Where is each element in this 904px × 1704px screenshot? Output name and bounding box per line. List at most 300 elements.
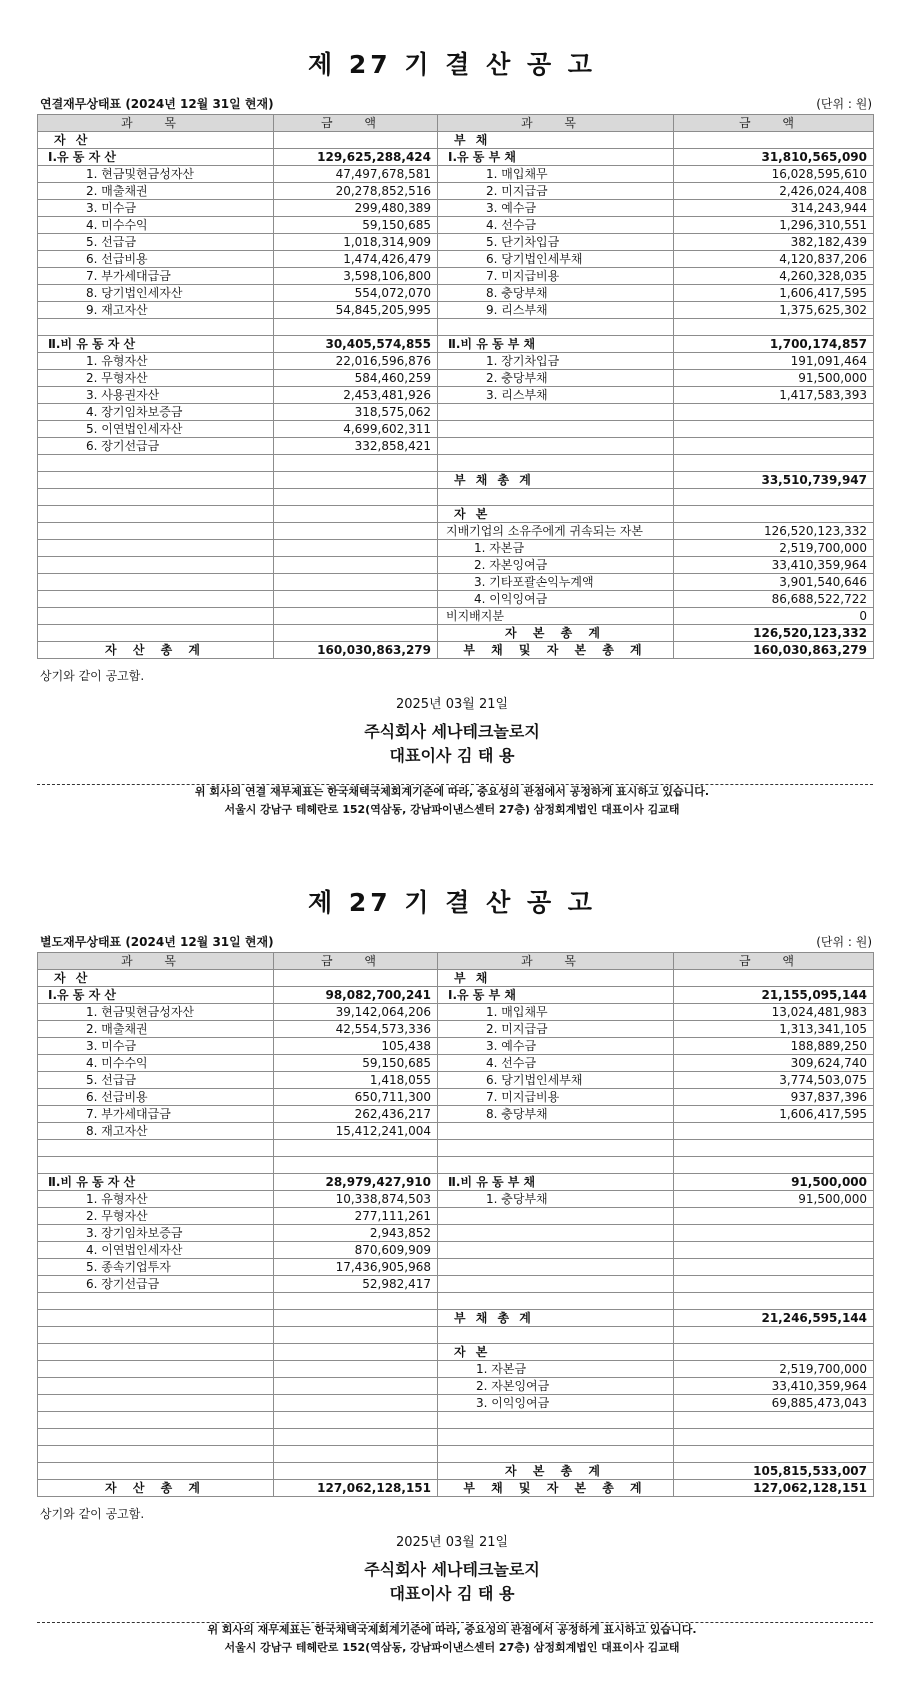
liability-equity-amount: 1,606,417,595 xyxy=(674,1106,874,1123)
liability-equity-item xyxy=(438,421,674,438)
asset-amount: 39,142,064,206 xyxy=(274,1004,438,1021)
asset-item: 9. 재고자산 xyxy=(38,302,274,319)
liability-equity-amount: 1,606,417,595 xyxy=(674,285,874,302)
liability-equity-item: Ⅰ.유 동 부 채 xyxy=(438,149,674,166)
table-row xyxy=(38,1395,874,1412)
liability-equity-amount: 188,889,250 xyxy=(674,1038,874,1055)
asset-amount xyxy=(274,132,438,149)
table-row xyxy=(38,642,874,659)
liability-equity-amount xyxy=(674,1242,874,1259)
asset-amount: 2,943,852 xyxy=(274,1225,438,1242)
liability-equity-amount xyxy=(674,1208,874,1225)
liability-equity-amount: 3,774,503,075 xyxy=(674,1072,874,1089)
asset-amount: 17,436,905,968 xyxy=(274,1259,438,1276)
liability-equity-amount xyxy=(674,1259,874,1276)
asset-amount xyxy=(274,1412,438,1429)
table-row xyxy=(38,1429,874,1446)
asset-amount xyxy=(274,1344,438,1361)
table-row xyxy=(38,183,874,200)
asset-amount: 262,436,217 xyxy=(274,1106,438,1123)
liability-equity-amount: 13,024,481,983 xyxy=(674,1004,874,1021)
asset-item: 5. 이연법인세자산 xyxy=(38,421,274,438)
asset-amount: 52,982,417 xyxy=(274,1276,438,1293)
liability-equity-amount: 16,028,595,610 xyxy=(674,166,874,183)
asset-item: 8. 당기법인세자산 xyxy=(38,285,274,302)
asset-item: 8. 재고자산 xyxy=(38,1123,274,1140)
liability-equity-amount: 91,500,000 xyxy=(674,370,874,387)
liability-equity-item: 부 채 총 계 xyxy=(438,472,674,489)
asset-amount: 129,625,288,424 xyxy=(274,149,438,166)
asset-item: 4. 미수수익 xyxy=(38,217,274,234)
asset-amount: 650,711,300 xyxy=(274,1089,438,1106)
asset-amount: 299,480,389 xyxy=(274,200,438,217)
table-row xyxy=(38,1225,874,1242)
table-row xyxy=(38,217,874,234)
liability-equity-item xyxy=(438,1429,674,1446)
liability-equity-amount xyxy=(674,1446,874,1463)
liability-equity-amount: 2,426,024,408 xyxy=(674,183,874,200)
table-row xyxy=(38,1174,874,1191)
table-row xyxy=(38,1327,874,1344)
table-row xyxy=(38,319,874,336)
liability-equity-item: 8. 충당부채 xyxy=(438,1106,674,1123)
liability-equity-item: 4. 이익잉여금 xyxy=(438,591,674,608)
asset-item xyxy=(38,455,274,472)
asset-amount xyxy=(274,625,438,642)
notice-title: 제 27 기 결 산 공 고 xyxy=(308,50,596,79)
closing-statement: 상기와 같이 공고함. xyxy=(40,1507,145,1521)
liability-equity-amount xyxy=(674,455,874,472)
liability-equity-amount xyxy=(674,132,874,149)
liability-equity-amount xyxy=(674,1293,874,1310)
liability-equity-amount: 1,417,583,393 xyxy=(674,387,874,404)
table-row xyxy=(38,234,874,251)
auditor-address: 서울시 강남구 테헤란로 152(역삼동, 강남파이낸스센터 27층) 삼정회계법인 대표이사 김교태 xyxy=(224,803,680,816)
asset-item: 자 산 xyxy=(38,970,274,987)
liability-equity-item xyxy=(438,1293,674,1310)
liability-equity-amount xyxy=(674,1157,874,1174)
asset-item xyxy=(38,608,274,625)
asset-amount: 10,338,874,503 xyxy=(274,1191,438,1208)
liability-equity-amount: 3,901,540,646 xyxy=(674,574,874,591)
table-row xyxy=(38,591,874,608)
liability-equity-item: 자 본 총 계 xyxy=(438,1463,674,1480)
auditor-address: 서울시 강남구 테헤란로 152(역삼동, 강남파이낸스센터 27층) 삼정회계법인 대표이사 김교태 xyxy=(224,1641,680,1654)
statement-title: 연결재무상태표 (2024년 12월 31일 현재) xyxy=(40,97,274,111)
liability-equity-item: 1. 자본금 xyxy=(438,540,674,557)
asset-item: 3. 장기임차보증금 xyxy=(38,1225,274,1242)
asset-amount: 1,018,314,909 xyxy=(274,234,438,251)
company-name: 주식회사 세나테크놀로지 xyxy=(364,722,540,741)
liability-equity-item xyxy=(438,1259,674,1276)
liability-equity-item: 1. 자본금 xyxy=(438,1361,674,1378)
liability-equity-item xyxy=(438,438,674,455)
asset-amount: 1,474,426,479 xyxy=(274,251,438,268)
asset-amount xyxy=(274,1293,438,1310)
asset-amount xyxy=(274,540,438,557)
liability-equity-amount: 160,030,863,279 xyxy=(674,642,874,659)
table-row xyxy=(38,1089,874,1106)
table-row xyxy=(38,285,874,302)
asset-amount: 554,072,070 xyxy=(274,285,438,302)
liability-equity-amount xyxy=(674,1225,874,1242)
asset-amount xyxy=(274,1310,438,1327)
table-row xyxy=(38,574,874,591)
table-row xyxy=(38,1310,874,1327)
table-row xyxy=(38,1446,874,1463)
asset-item: 5. 종속기업투자 xyxy=(38,1259,274,1276)
asset-amount xyxy=(274,1327,438,1344)
liability-equity-amount: 91,500,000 xyxy=(674,1191,874,1208)
table-row xyxy=(38,472,874,489)
asset-amount xyxy=(274,455,438,472)
asset-item xyxy=(38,1429,274,1446)
liability-equity-item: 7. 미지급비용 xyxy=(438,268,674,285)
asset-item: 2. 매출채권 xyxy=(38,183,274,200)
liability-equity-item: 비지배지분 xyxy=(438,608,674,625)
asset-amount xyxy=(274,557,438,574)
asset-item: 7. 부가세대급금 xyxy=(38,268,274,285)
table-row xyxy=(38,1140,874,1157)
liability-equity-item: 3. 기타포괄손익누계액 xyxy=(438,574,674,591)
table-row xyxy=(38,387,874,404)
asset-amount: 1,418,055 xyxy=(274,1072,438,1089)
liability-equity-item xyxy=(438,489,674,506)
asset-amount: 59,150,685 xyxy=(274,217,438,234)
header-asset-item: 과 목 xyxy=(38,115,274,132)
asset-item: 1. 현금및현금성자산 xyxy=(38,1004,274,1021)
liability-equity-amount xyxy=(674,1412,874,1429)
liability-equity-amount xyxy=(674,489,874,506)
asset-amount: 4,699,602,311 xyxy=(274,421,438,438)
liability-equity-item xyxy=(438,1446,674,1463)
table-row xyxy=(38,1106,874,1123)
header-liability-amount: 금 액 xyxy=(674,953,874,970)
asset-amount: 105,438 xyxy=(274,1038,438,1055)
table-row xyxy=(38,200,874,217)
asset-item xyxy=(38,1361,274,1378)
asset-item: 3. 사용권자산 xyxy=(38,387,274,404)
asset-amount xyxy=(274,1378,438,1395)
asset-amount: 54,845,205,995 xyxy=(274,302,438,319)
asset-item xyxy=(38,319,274,336)
asset-item xyxy=(38,591,274,608)
table-row xyxy=(38,1480,874,1497)
table-row xyxy=(38,970,874,987)
asset-amount: 3,598,106,800 xyxy=(274,268,438,285)
asset-item: 자 산 xyxy=(38,132,274,149)
liability-equity-amount: 105,815,533,007 xyxy=(674,1463,874,1480)
asset-item xyxy=(38,1463,274,1480)
asset-amount: 20,278,852,516 xyxy=(274,183,438,200)
asset-item: 1. 유형자산 xyxy=(38,353,274,370)
header-asset-amount: 금 액 xyxy=(274,953,438,970)
asset-amount xyxy=(274,319,438,336)
asset-amount xyxy=(274,489,438,506)
liability-equity-amount: 91,500,000 xyxy=(674,1174,874,1191)
asset-item: 3. 미수금 xyxy=(38,1038,274,1055)
asset-item: 4. 장기임차보증금 xyxy=(38,404,274,421)
asset-amount xyxy=(274,591,438,608)
asset-amount xyxy=(274,1395,438,1412)
asset-item: 6. 선급비용 xyxy=(38,251,274,268)
liability-equity-item xyxy=(438,1327,674,1344)
asset-item: 4. 미수수익 xyxy=(38,1055,274,1072)
asset-amount: 584,460,259 xyxy=(274,370,438,387)
asset-amount xyxy=(274,1157,438,1174)
header-liability-item: 과 목 xyxy=(438,115,674,132)
asset-amount: 127,062,128,151 xyxy=(274,1480,438,1497)
asset-amount: 47,497,678,581 xyxy=(274,166,438,183)
liability-equity-amount xyxy=(674,1140,874,1157)
liability-equity-item xyxy=(438,319,674,336)
asset-item xyxy=(38,1395,274,1412)
liability-equity-item: Ⅱ.비 유 동 부 채 xyxy=(438,1174,674,1191)
asset-amount: 15,412,241,004 xyxy=(274,1123,438,1140)
liability-equity-item xyxy=(438,1157,674,1174)
audit-opinion: 위 회사의 연결 재무제표는 한국채택국제회계기준에 따라, 중요성의 관점에서 공정하게 표시하고 있습니다. xyxy=(194,785,710,798)
asset-item xyxy=(38,1327,274,1344)
liability-equity-amount: 2,519,700,000 xyxy=(674,540,874,557)
table-header xyxy=(38,115,874,132)
table-row xyxy=(38,1123,874,1140)
liability-equity-item: 1. 매입채무 xyxy=(438,1004,674,1021)
liability-equity-item: 4. 선수금 xyxy=(438,1055,674,1072)
asset-item xyxy=(38,1344,274,1361)
asset-amount: 870,609,909 xyxy=(274,1242,438,1259)
asset-item xyxy=(38,1378,274,1395)
unit-label: (단위 : 원) xyxy=(816,935,872,949)
table-row xyxy=(38,421,874,438)
liability-equity-item: 6. 당기법인세부채 xyxy=(438,251,674,268)
liability-equity-item: Ⅰ.유 동 부 채 xyxy=(438,987,674,1004)
balance-sheet-table xyxy=(37,114,874,659)
table-row xyxy=(38,1021,874,1038)
liability-equity-item xyxy=(438,455,674,472)
unit-label: (단위 : 원) xyxy=(816,97,872,111)
asset-item xyxy=(38,574,274,591)
liability-equity-item: 3. 예수금 xyxy=(438,1038,674,1055)
liability-equity-amount: 4,260,328,035 xyxy=(674,268,874,285)
liability-equity-amount xyxy=(674,319,874,336)
asset-amount xyxy=(274,970,438,987)
liability-equity-item xyxy=(438,1123,674,1140)
liability-equity-amount: 33,410,359,964 xyxy=(674,557,874,574)
table-row xyxy=(38,1242,874,1259)
asset-item: 7. 부가세대급금 xyxy=(38,1106,274,1123)
audit-opinion: 위 회사의 재무제표는 한국채택국제회계기준에 따라, 중요성의 관점에서 공정하게 표시하고 있습니다. xyxy=(207,1623,697,1636)
asset-item xyxy=(38,472,274,489)
table-row xyxy=(38,455,874,472)
asset-amount: 30,405,574,855 xyxy=(274,336,438,353)
liability-equity-amount: 33,510,739,947 xyxy=(674,472,874,489)
liability-equity-item: 부 채 xyxy=(438,970,674,987)
liability-equity-item: 3. 이익잉여금 xyxy=(438,1395,674,1412)
liability-equity-amount xyxy=(674,421,874,438)
table-row xyxy=(38,1463,874,1480)
asset-item xyxy=(38,625,274,642)
header-asset-amount: 금 액 xyxy=(274,115,438,132)
liability-equity-amount: 127,062,128,151 xyxy=(674,1480,874,1497)
table-row xyxy=(38,132,874,149)
liability-equity-amount xyxy=(674,970,874,987)
asset-item xyxy=(38,1293,274,1310)
asset-amount xyxy=(274,1140,438,1157)
asset-item: Ⅰ.유 동 자 산 xyxy=(38,987,274,1004)
asset-item xyxy=(38,1412,274,1429)
liability-equity-item xyxy=(438,1140,674,1157)
liability-equity-item: 부 채 총 계 xyxy=(438,1310,674,1327)
table-row xyxy=(38,1055,874,1072)
table-row xyxy=(38,489,874,506)
asset-item: 자 산 총 계 xyxy=(38,1480,274,1497)
table-row xyxy=(38,353,874,370)
liability-equity-item xyxy=(438,404,674,421)
liability-equity-item: 부 채 및 자 본 총 계 xyxy=(438,1480,674,1497)
liability-equity-item xyxy=(438,1208,674,1225)
asset-amount: 59,150,685 xyxy=(274,1055,438,1072)
asset-amount: 22,016,596,876 xyxy=(274,353,438,370)
liability-equity-amount: 1,296,310,551 xyxy=(674,217,874,234)
liability-equity-item: 6. 당기법인세부채 xyxy=(438,1072,674,1089)
asset-item: 1. 현금및현금성자산 xyxy=(38,166,274,183)
liability-equity-amount: 382,182,439 xyxy=(674,234,874,251)
asset-item xyxy=(38,506,274,523)
liability-equity-item: 2. 자본잉여금 xyxy=(438,557,674,574)
asset-item: 3. 미수금 xyxy=(38,200,274,217)
asset-item: 4. 이연법인세자산 xyxy=(38,1242,274,1259)
balance-sheet-table xyxy=(37,952,874,1497)
liability-equity-item: Ⅱ.비 유 동 부 채 xyxy=(438,336,674,353)
liability-equity-amount: 191,091,464 xyxy=(674,353,874,370)
liability-equity-amount: 1,375,625,302 xyxy=(674,302,874,319)
table-header xyxy=(38,953,874,970)
notice-date: 2025년 03월 21일 xyxy=(395,1535,509,1550)
liability-equity-amount: 1,313,341,105 xyxy=(674,1021,874,1038)
liability-equity-amount: 69,885,473,043 xyxy=(674,1395,874,1412)
asset-amount xyxy=(274,1429,438,1446)
liability-equity-amount xyxy=(674,1327,874,1344)
table-row xyxy=(38,540,874,557)
table-row xyxy=(38,1191,874,1208)
table-row xyxy=(38,1361,874,1378)
asset-amount: 160,030,863,279 xyxy=(274,642,438,659)
table-row xyxy=(38,166,874,183)
company-name: 주식회사 세나테크놀로지 xyxy=(364,1560,540,1579)
liability-equity-item: 3. 예수금 xyxy=(438,200,674,217)
liability-equity-item xyxy=(438,1225,674,1242)
liability-equity-amount xyxy=(674,506,874,523)
liability-equity-amount xyxy=(674,1276,874,1293)
closing-statement: 상기와 같이 공고함. xyxy=(40,669,145,683)
asset-amount: 2,453,481,926 xyxy=(274,387,438,404)
liability-equity-amount: 21,155,095,144 xyxy=(674,987,874,1004)
statement-title: 별도재무상태표 (2024년 12월 31일 현재) xyxy=(40,935,274,949)
asset-item xyxy=(38,540,274,557)
liability-equity-item xyxy=(438,1412,674,1429)
liability-equity-amount xyxy=(674,404,874,421)
liability-equity-item: 부 채 xyxy=(438,132,674,149)
liability-equity-item: 지배기업의 소유주에게 귀속되는 자본 xyxy=(438,523,674,540)
table-row xyxy=(38,438,874,455)
liability-equity-amount: 86,688,522,722 xyxy=(674,591,874,608)
asset-item: 2. 매출채권 xyxy=(38,1021,274,1038)
ceo-name: 대표이사 김 태 용 xyxy=(389,1584,515,1603)
table-row xyxy=(38,1276,874,1293)
liability-equity-amount: 21,246,595,144 xyxy=(674,1310,874,1327)
ceo-name: 대표이사 김 태 용 xyxy=(389,746,515,765)
table-row xyxy=(38,302,874,319)
liability-equity-item: 2. 미지급금 xyxy=(438,1021,674,1038)
asset-amount xyxy=(274,1361,438,1378)
table-row xyxy=(38,1004,874,1021)
table-row xyxy=(38,1293,874,1310)
liability-equity-amount: 2,519,700,000 xyxy=(674,1361,874,1378)
liability-equity-amount: 4,120,837,206 xyxy=(674,251,874,268)
liability-equity-item: 3. 리스부채 xyxy=(438,387,674,404)
asset-item: 6. 장기선급금 xyxy=(38,438,274,455)
table-row xyxy=(38,1412,874,1429)
table-row xyxy=(38,557,874,574)
liability-equity-item: 자 본 총 계 xyxy=(438,625,674,642)
asset-amount: 332,858,421 xyxy=(274,438,438,455)
table-row xyxy=(38,1208,874,1225)
liability-equity-amount xyxy=(674,1429,874,1446)
asset-amount xyxy=(274,506,438,523)
table-row xyxy=(38,523,874,540)
asset-amount: 42,554,573,336 xyxy=(274,1021,438,1038)
asset-item: 2. 무형자산 xyxy=(38,370,274,387)
asset-item: 6. 장기선급금 xyxy=(38,1276,274,1293)
asset-item: Ⅱ.비 유 동 자 산 xyxy=(38,1174,274,1191)
asset-item xyxy=(38,1157,274,1174)
asset-amount xyxy=(274,608,438,625)
table-row xyxy=(38,370,874,387)
table-row xyxy=(38,608,874,625)
asset-item: Ⅱ.비 유 동 자 산 xyxy=(38,336,274,353)
liability-equity-amount: 126,520,123,332 xyxy=(674,523,874,540)
table-row xyxy=(38,506,874,523)
liability-equity-amount: 314,243,944 xyxy=(674,200,874,217)
asset-amount xyxy=(274,574,438,591)
liability-equity-amount: 937,837,396 xyxy=(674,1089,874,1106)
liability-equity-amount xyxy=(674,438,874,455)
table-row xyxy=(38,404,874,421)
liability-equity-item: 9. 리스부채 xyxy=(438,302,674,319)
liability-equity-item: 4. 선수금 xyxy=(438,217,674,234)
asset-item: 5. 선급금 xyxy=(38,234,274,251)
table-row xyxy=(38,1072,874,1089)
asset-item xyxy=(38,1310,274,1327)
liability-equity-item: 자 본 xyxy=(438,506,674,523)
liability-equity-item: 자 본 xyxy=(438,1344,674,1361)
liability-equity-item: 5. 단기차입금 xyxy=(438,234,674,251)
asset-item: Ⅰ.유 동 자 산 xyxy=(38,149,274,166)
liability-equity-amount: 31,810,565,090 xyxy=(674,149,874,166)
liability-equity-item: 2. 미지급금 xyxy=(438,183,674,200)
asset-amount xyxy=(274,1463,438,1480)
asset-item: 6. 선급비용 xyxy=(38,1089,274,1106)
table-row xyxy=(38,251,874,268)
asset-item xyxy=(38,1446,274,1463)
asset-item: 자 산 총 계 xyxy=(38,642,274,659)
liability-equity-item: 2. 충당부채 xyxy=(438,370,674,387)
asset-amount xyxy=(274,1446,438,1463)
liability-equity-item: 1. 충당부채 xyxy=(438,1191,674,1208)
liability-equity-item: 1. 장기차입금 xyxy=(438,353,674,370)
asset-item xyxy=(38,1140,274,1157)
liability-equity-item: 부 채 및 자 본 총 계 xyxy=(438,642,674,659)
